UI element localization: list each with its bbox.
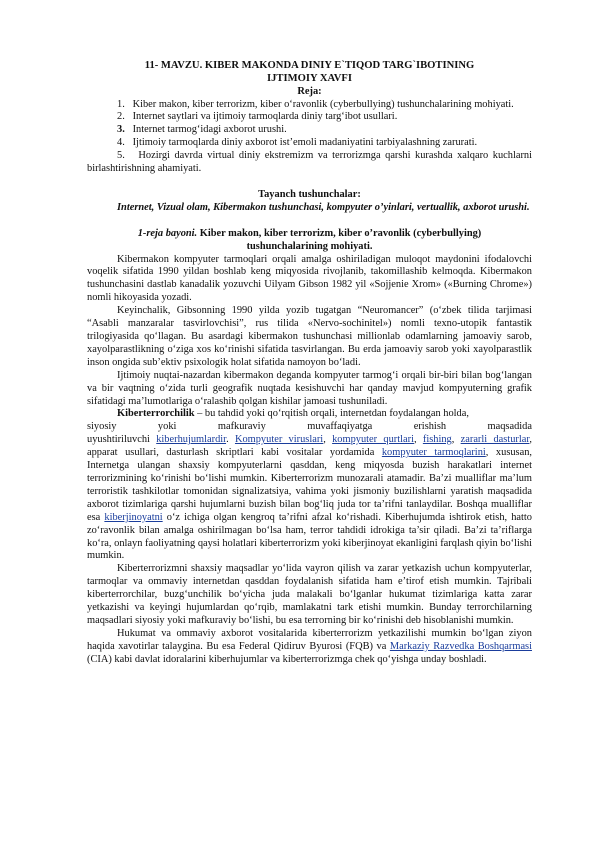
section-heading: [87, 228, 532, 254]
paragraph-4-continued: uyushtiriluvchi kiberhujumlardir. Kompyuter viruslari, kompyuter qurtlari, fishing, zararli dasturlar, apparat usullari, dasturlash skriptlari kabi vositalar yordamida kompyuter tarmoqlarini, xususan, Internetga ulangan shaxsiy kompyuterlarni qasddan, keng miqyosda buzish harakatlari internet terrorizmining ko‘rinishi bo‘lishi mumkin. Kiberterrorizm munozarali atamadir. Ba’zi mualliflar ma’lum terroristik tashkilotlar tomonidan signalizatsiya, vahima yoki jismoniy buzilishlarni yaratish maqsadida axborot tizimlariga qarshi hujumlarni buzish bilan bog‘liq juda tor ta’rifni tanlaydilar. Boshqa mualliflar esa kiberjinoyatni o‘z ichiga olgan kengroq ta’rifni afzal ko‘rishadi. Kiberhujumda ishtirok etish, hatto zo‘ravonlik bilan amalga oshirilmagan bo‘lsa ham, terror tahdidi idrokiga ta’sir qiladi. Ba’zi ta’riflarga ko‘ra, onlayn faoliyatning qaysi holatlari kiberterrorizm yoki kiberjinoyat ekanligini farqlash qiyin bo‘lishi mumkin.: [87, 434, 532, 562]
p4-pre: uyushtiriluvchi: [87, 434, 150, 446]
title-line-2: IJTIMOIY XAVFI: [266, 72, 353, 84]
plan-item-number: 3.: [117, 124, 125, 136]
link-fishing[interactable]: fishing: [422, 434, 452, 446]
link-zararli-dasturlar[interactable]: zararli dasturlar: [460, 434, 530, 446]
section-label: 1-reja bayoni.: [137, 227, 198, 239]
plan-item: [87, 137, 532, 150]
p6-pre: Hukumat va ommaviy axborot vositalarida kiberterrorizm yetkazilishi mumkin bo‘lgan ziyon haqida xavotirlar talaygina. Bu esa Federal Qidiruv Byurosi (FQB) va: [87, 627, 532, 652]
plan-item-text: Internet saytlari va ijtimoiy tarmoqlarda diniy targ‘ibot usullari.: [132, 111, 398, 123]
plan-item: [87, 150, 532, 176]
plan-item-text: Hozirgi davrda virtual diniy ekstremizm va terrorizmga qarshi kurashda xalqaro kuchlarni birlashtirishning ahamiyati.: [87, 150, 533, 175]
plan-item: [87, 99, 532, 112]
p4-word: maqsadida: [487, 421, 532, 433]
p4-word: siyosiy: [87, 421, 117, 433]
p4-word: mafkuraviy: [217, 421, 266, 433]
paragraph-2: Keyinchalik, Gibsonning 1990 yilda yozib tugatgan “Neuromancer” (o‘zbek tilida tarjimasi “Asabli manzaralar tasvirlovchisi”, rus tilida «Nervo-sochinitel») nomli texno-utopik fantastik trilogiyasida qo‘llagan. Bu asardagi kibermakon tushunchasi millionlab odamlarning jamoaviy sarob, xayolparastlikning o‘ziga xos ko‘rinishi sifatida tasvirlangan. Bu erda jamoaviy sarob yoki xayolparastlik inson ongida sub’ektiv psixologik holat sifatida namoyon bo‘ladi.: [87, 305, 532, 368]
p4-mid: apparat usullari, dasturlash skriptlari kabi vositalar yordamida: [87, 447, 375, 459]
plan-item-number: 1.: [117, 98, 125, 110]
p4-word: muvaffaqiyatga: [307, 421, 373, 433]
p4-rest-1: xususan, Internetga ulangan shaxsiy kompyuterlarni qasddan, keng miqyosda buzish harakatlari internet terrorizmining ko‘rinishi bo‘lishi mumkin. Kiberterrorizm munozarali atamadir. Ba’zi mualliflar ma’lum terroristik tashkilotlar tomonidan signalizatsiya, vahima yoki jismoniy buzilishlarni yaratish maqsadida axborot tizimlariga qarshi hujumlarni buzish bilan bog‘liq juda tor ta’rifni tanlaydilar. Boshqa mualliflar esa: [87, 447, 532, 523]
plan-list: [87, 99, 532, 176]
section-title-line-1: Kiber makon, kiber terrorizm, kiber o’ravonlik (cyberbullying): [199, 227, 482, 239]
p4-word: erishish: [413, 421, 447, 433]
document-content: [87, 60, 532, 667]
plan-item-text: Internet tarmog‘idagi axborot urushi.: [132, 124, 287, 136]
paragraph-1: Kibermakon kompyuter tarmoqlari orqali amalga oshiriladigan muloqot maydonini ifodalovchi voqelik sifatida 1990 yildan boshlab keng miqyosida rivojlanib, takomillashib kelmoqda. Kibermakon tushunchasini dastlab kanadalik yozuvchi Uilyam Gibson 1982 yil «Sojjenie Xrom» («Burning Chrome») nomli hikoyasida yozadi.: [87, 253, 532, 304]
plan-item-number: 4.: [117, 137, 125, 149]
link-kompyuter-tarmoqlarini[interactable]: kompyuter tarmoqlarini: [381, 447, 486, 459]
plan-item-text: Kiber makon, kiber terrorizm, kiber o‘ravonlik (cyberbullying) tushunchalarining mohiyati.: [132, 98, 514, 110]
p4-line-2: [87, 421, 532, 434]
spacer: [87, 215, 532, 228]
link-markaziy-razvedka-boshqarmasi[interactable]: Markaziy Razvedka Boshqarmasi: [389, 640, 532, 652]
paragraph-6: [87, 628, 532, 667]
p6-post: (CIA) kabi davlat idoralarini kiberhujumlar va kiberterrorizmga chek qo‘yishga unday boshladi.: [87, 653, 487, 665]
plan-item-number: 2.: [117, 111, 125, 123]
document-title: [87, 60, 532, 86]
link-kiberjinoyatni[interactable]: kiberjinoyatni: [104, 511, 163, 523]
link-kiberhujumlardir[interactable]: kiberhujumlardir: [156, 434, 227, 446]
p4-line-1: – bu tahdid yoki qo‘rqitish orqali, internetdan foydalangan holda,: [197, 408, 469, 420]
paragraph-4: [87, 408, 532, 421]
plan-item: [87, 124, 532, 137]
paragraph-5: Kiberterrorizmni shaxsiy maqsadlar yo‘lida vayron qilish va zarar yetkazish uchun kompyuterlar, tarmoqlar va ommaviy internetdan qasddan foydalanish sifatida ham e’tirof etish mumkin. Tajribali kiberterrorchilar, buzg‘unchilik bo‘yicha juda malakali bo‘lganlar hukumat tizimlariga katta zarar yetkazishi va keyingi hujumlardan qo‘rqib, mamlakatni tark etishi mumkin. Bunday terrorchilarning maqsadlari siyosiy yoki mafkuraviy bo‘lishi, bu esa terrorning bir ko‘rinishi deb hisoblanishi mumkin.: [87, 563, 532, 626]
plan-item-text: Ijtimoiy tarmoqlarda diniy axborot ist’emoli madaniyatini tarbiyalashning zarurati.: [132, 137, 478, 149]
keywords-text: Internet, Vizual olam, Kibermakon tushunchasi, kompyuter o’yinlari, vertuallik, axborot urushi.: [117, 201, 530, 213]
term-kiberterrorchilik: Kiberterrorchilik: [117, 408, 195, 420]
plan-heading: Reja:: [297, 85, 322, 97]
keywords-heading: Tayanch tushunchalar:: [258, 188, 361, 200]
title-line-1: 11- MAVZU. KIBER MAKONDA DINIY E`TIQOD TARG`IBOTINING: [144, 60, 475, 71]
plan-item: [87, 111, 532, 124]
link-kompyuter-qurtlari[interactable]: kompyuter qurtlari: [332, 434, 414, 446]
paragraph-3: Ijtimoiy nuqtai-nazardan kibermakon deganda kompyuter tarmog‘i orqali bir-biri bilan bog‘langan va bir vaqtning o‘zida turli geografik nuqtada kesishuvchi har qanday mavjud kompyuterning grafik sifatidagi ma’lumotlariga o‘ralashib qolgan kishilar jamoasi tushuniladi.: [87, 369, 532, 407]
plan-item-number: 5.: [117, 150, 125, 162]
p4-rest-2: o‘z ichiga olgan kengroq ta’rifni afzal ko‘rishadi. Kiberhujumda ishtirok etish, hatto zo‘ravonlik bilan amalga oshirilmagan bo‘lsa ham, terror tahdidi idrokiga ta’sir qiladi. Ba’zi ta’riflarga ko‘ra, onlayn faoliyatning qaysi holatlari kiberterrorizm yoki kiberjinoyat ekanligini farqlash qiyin bo‘lishi mumkin.: [87, 511, 532, 562]
spacer: [87, 176, 532, 189]
link-kompyuter-viruslari[interactable]: Kompyuter viruslari: [234, 434, 324, 446]
section-title-line-2: tushunchalarining mohiyati.: [246, 240, 373, 252]
p4-word: yoki: [157, 421, 177, 433]
